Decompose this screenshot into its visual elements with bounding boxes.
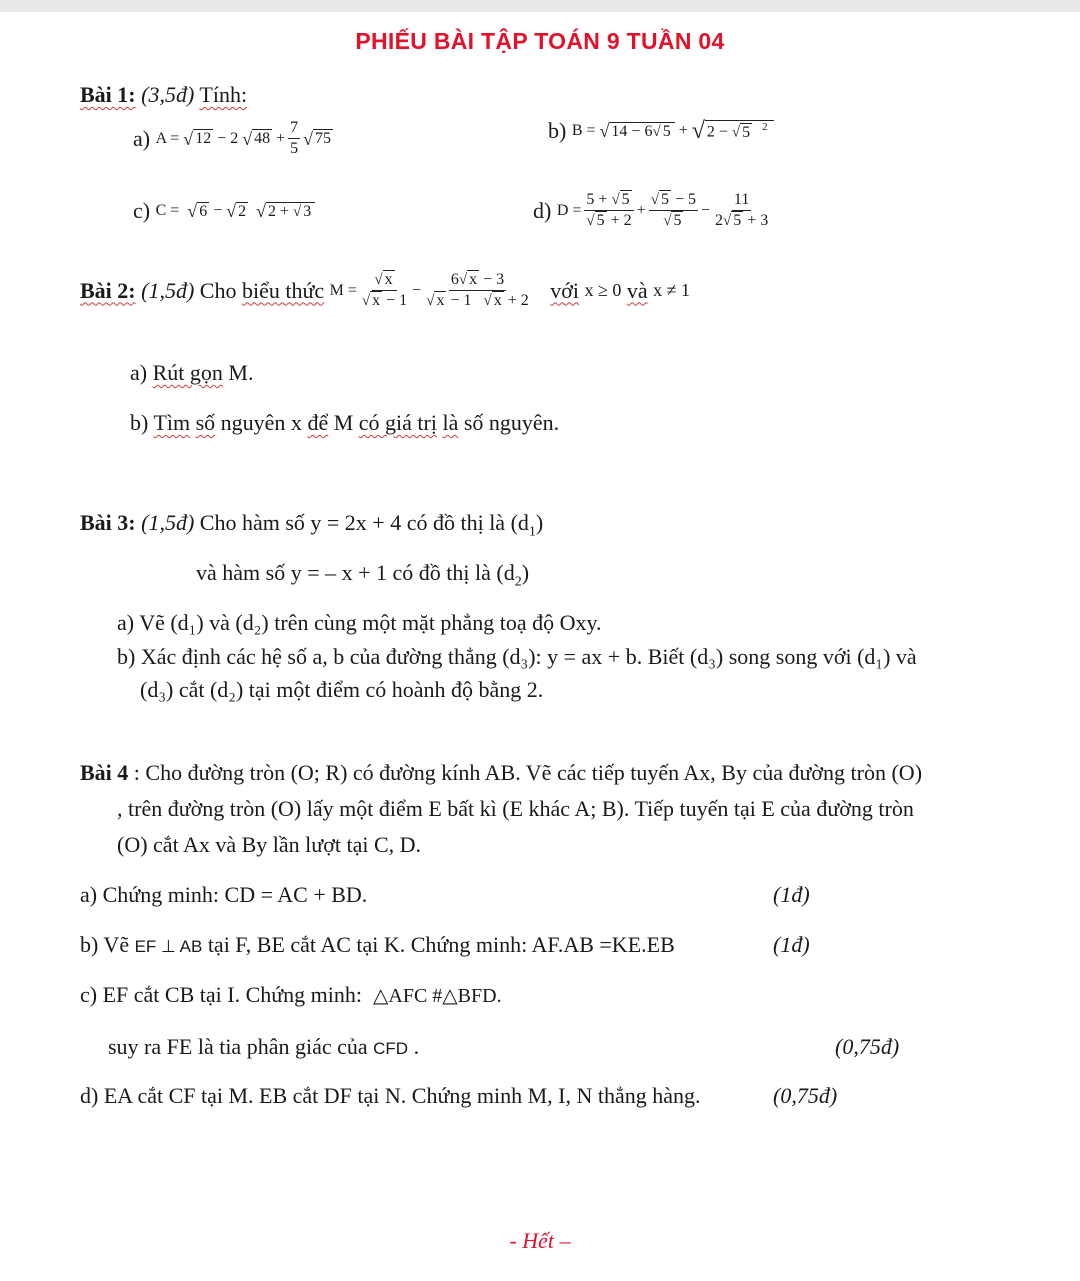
radicand: 5: [660, 191, 669, 208]
bai4-text: : Cho đường tròn (O; R) có đường kính AB. Vẽ các tiếp tuyến Ax, By của đường tròn (O): [128, 760, 923, 785]
item-text: b) Vẽ: [80, 932, 130, 957]
item-text: tại F, BE cắt AC tại K. Chứng minh: AF.AB =KE.EB: [207, 932, 675, 957]
bai2-text: Cho: [199, 277, 237, 303]
condition-text: với: [550, 277, 579, 303]
item-text: M.: [228, 360, 254, 385]
radicand: 5: [742, 123, 751, 141]
radicand: 3: [303, 202, 312, 220]
bai1-b-expr: [572, 119, 774, 143]
bai2-points: (1,5đ): [141, 277, 195, 303]
bai3-label: Bài 3:: [80, 510, 136, 535]
operator: −: [412, 281, 422, 299]
bai3-heading: [80, 510, 543, 540]
operator: +: [276, 129, 286, 147]
radicand-part: 2 +: [268, 202, 290, 220]
bai4-line2: , trên đường tròn (O) lấy một điểm E bất kì (E khác A; B). Tiếp tuyến tại E của đường tròn: [117, 796, 914, 821]
radicand: 48: [254, 130, 271, 147]
radicand: x: [372, 292, 381, 309]
bai2-text: biểu thức: [241, 277, 325, 303]
radical: √: [723, 213, 732, 229]
radical: √: [691, 118, 705, 144]
subscript: 2: [514, 574, 522, 590]
denominator-part: 2: [715, 212, 723, 229]
page-title: PHIẾU BÀI TẬP TOÁN 9 TUẦN 04: [355, 28, 725, 54]
item-text: c) EF cắt CB tại I. Chứng minh:: [80, 982, 363, 1007]
bai1-task: Tính:: [199, 82, 248, 107]
numerator-part: − 5: [674, 191, 696, 208]
expr-lhs: C =: [155, 202, 180, 219]
bai4-c-cont: [108, 1034, 419, 1060]
radicand: 6: [199, 202, 208, 220]
footer-end: - Hết –: [509, 1228, 571, 1253]
radicand: x: [436, 292, 445, 309]
operator: +: [678, 122, 688, 139]
radicand: [609, 122, 674, 141]
bai4-a-points: (1đ): [773, 882, 810, 907]
bai4-b: [80, 932, 675, 958]
item-text: có giá trị: [358, 410, 437, 435]
bai1-c: [133, 198, 315, 224]
item-label: a): [130, 360, 148, 385]
bai3-line: Cho hàm số y = 2x + 4 có đồ thị là (d: [199, 510, 529, 535]
numerator: [649, 190, 698, 211]
item-text: Tìm: [153, 410, 191, 435]
radical: √: [361, 293, 371, 309]
bai1-points: (3,5đ): [141, 82, 195, 107]
similar-triangles-math: △AFC #△BFD.: [373, 985, 502, 1007]
bai1-c-expr: [156, 202, 316, 221]
exponent: 2: [762, 121, 768, 134]
expr-lhs: D =: [556, 201, 582, 219]
denominator: [661, 211, 685, 231]
bai1-a-label: a): [133, 125, 151, 151]
bai1-d: [533, 190, 773, 231]
radical: √: [256, 201, 266, 221]
radical: √: [226, 201, 237, 221]
fraction: [649, 190, 698, 231]
fraction: [584, 190, 633, 231]
fraction: [713, 190, 770, 231]
denominator-part: − 1: [386, 292, 408, 309]
angle-math: CFD: [373, 1039, 409, 1058]
item-text: số: [195, 410, 216, 435]
bai1-label: Bài 1:: [80, 82, 136, 107]
radicand-part: 14 − 6: [611, 122, 653, 140]
numerator: 7: [288, 118, 300, 139]
radical: √: [293, 203, 302, 220]
radical: √: [426, 293, 435, 309]
radical: √: [650, 192, 659, 208]
bai2-label: Bài 2:: [80, 277, 136, 303]
bai4-d: d) EA cắt CF tại M. EB cắt DF tại N. Chứng minh M, I, N thẳng hàng.: [80, 1083, 701, 1108]
radical: √: [483, 293, 492, 309]
bai2-b: [130, 410, 559, 436]
item-text: nguyên x: [220, 410, 302, 435]
condition-math: x ≠ 1: [653, 280, 691, 300]
radicand: x: [493, 292, 502, 309]
radicand: 5: [673, 212, 682, 229]
denominator-part: + 2: [610, 212, 632, 229]
paren: ): [521, 560, 530, 585]
numerator-part: 6: [450, 271, 459, 288]
bai4-b-points: (1đ): [773, 932, 810, 957]
bai4-label: Bài 4: [80, 760, 129, 785]
item-text: Rút gọn: [152, 360, 223, 385]
denominator: [424, 291, 531, 311]
denominator-part: − 1: [450, 292, 472, 309]
radical: √: [652, 123, 661, 140]
bai2-heading: [80, 270, 690, 311]
operator: −: [213, 202, 223, 219]
bai4-c-points: (0,75đ): [835, 1034, 900, 1059]
bai1-d-label: d): [533, 197, 552, 223]
top-border: [0, 0, 1080, 12]
item-text: số nguyên.: [463, 410, 560, 435]
bai4-c: [80, 982, 502, 1008]
bai1-heading: [80, 82, 247, 108]
item-text: M: [333, 410, 354, 435]
bai3-line: và hàm số y = – x + 1 có đồ thị là (d: [196, 560, 515, 585]
expr-lhs: M =: [329, 281, 357, 299]
bai4-d-points: (0,75đ): [773, 1083, 838, 1108]
bai1-c-label: c): [133, 198, 151, 223]
bai1-b-label: b): [548, 118, 567, 143]
radical: √: [663, 213, 672, 229]
operator: +: [636, 201, 646, 219]
radicand: 5: [621, 191, 630, 208]
radical: √: [183, 128, 194, 149]
bai1-b: [548, 118, 774, 144]
item-text: suy ra FE là tia phân giác của: [108, 1034, 368, 1059]
operator: − 2: [217, 129, 239, 147]
radicand: 75: [315, 130, 332, 147]
bai1-d-expr: [557, 190, 773, 231]
radicand: 12: [195, 130, 212, 147]
bai3-b-cont: (d₃) cắt (d₂) tại một điểm có hoành độ bằng 2.: [140, 677, 544, 702]
radicand-part: 2 −: [706, 123, 728, 141]
radicand: x: [469, 271, 478, 288]
bai3-points: (1,5đ): [141, 510, 195, 535]
bai2-expr: [330, 270, 534, 311]
operator: −: [700, 201, 710, 219]
radical: √: [599, 121, 610, 141]
numerator: [449, 270, 506, 291]
radical: √: [187, 201, 198, 221]
expr-lhs: A =: [155, 129, 180, 147]
perpendicular-math: EF ⊥ AB: [134, 937, 203, 956]
denominator: [360, 291, 409, 311]
item-text: .: [413, 1034, 420, 1059]
radicand: 5: [662, 122, 671, 140]
radical: √: [242, 128, 253, 149]
radicand: 5: [733, 212, 742, 229]
fraction: [360, 270, 409, 311]
radical: √: [458, 272, 468, 288]
bai3-b: b) Xác định các hệ số a, b của đường thẳng (d₃): y = ax + b. Biết (d₃) song song với (d₁) và: [117, 644, 917, 669]
bai3-a: a) Vẽ (d₁) và (d₂) trên cùng một mặt phẳng toạ độ Oxy.: [117, 610, 602, 635]
condition-text: và: [626, 277, 648, 303]
fraction: [288, 118, 300, 159]
numerator-part: 5 +: [586, 191, 608, 208]
item-text: là: [442, 410, 459, 435]
radicand: 5: [596, 212, 605, 229]
denominator-part: + 2: [507, 292, 529, 309]
bai4-line1: [80, 760, 922, 786]
item-text: để: [307, 410, 329, 435]
fraction: [424, 270, 531, 311]
bai4-line3: (O) cắt Ax và By lần lượt tại C, D.: [117, 832, 422, 857]
radicand: x: [384, 271, 393, 288]
radicand: [705, 120, 774, 141]
bai1-a-expr: [156, 118, 333, 159]
item-label: b): [130, 410, 149, 435]
radical: √: [303, 128, 314, 149]
radicand: [266, 202, 315, 221]
condition-math: x ≥ 0: [584, 280, 622, 300]
expr-lhs: B =: [571, 122, 596, 139]
denominator-part: + 3: [747, 212, 769, 229]
numerator: [372, 270, 396, 291]
bai3-line2: [196, 560, 529, 590]
numerator-part: − 3: [483, 271, 505, 288]
radical: √: [586, 213, 595, 229]
paren: ): [535, 510, 544, 535]
denominator: [713, 211, 770, 231]
radical: √: [611, 192, 620, 208]
subscript: 1: [528, 524, 536, 540]
radicand: 2: [238, 202, 247, 220]
denominator: 5: [290, 140, 299, 157]
bai1-a: [133, 118, 333, 159]
radical: √: [731, 124, 741, 141]
bai2-a: [130, 360, 253, 386]
numerator: [584, 190, 633, 211]
radical: √: [374, 272, 383, 288]
bai4-a: a) Chứng minh: CD = AC + BD.: [80, 882, 368, 907]
denominator: [584, 211, 633, 231]
numerator: 11: [732, 190, 751, 211]
